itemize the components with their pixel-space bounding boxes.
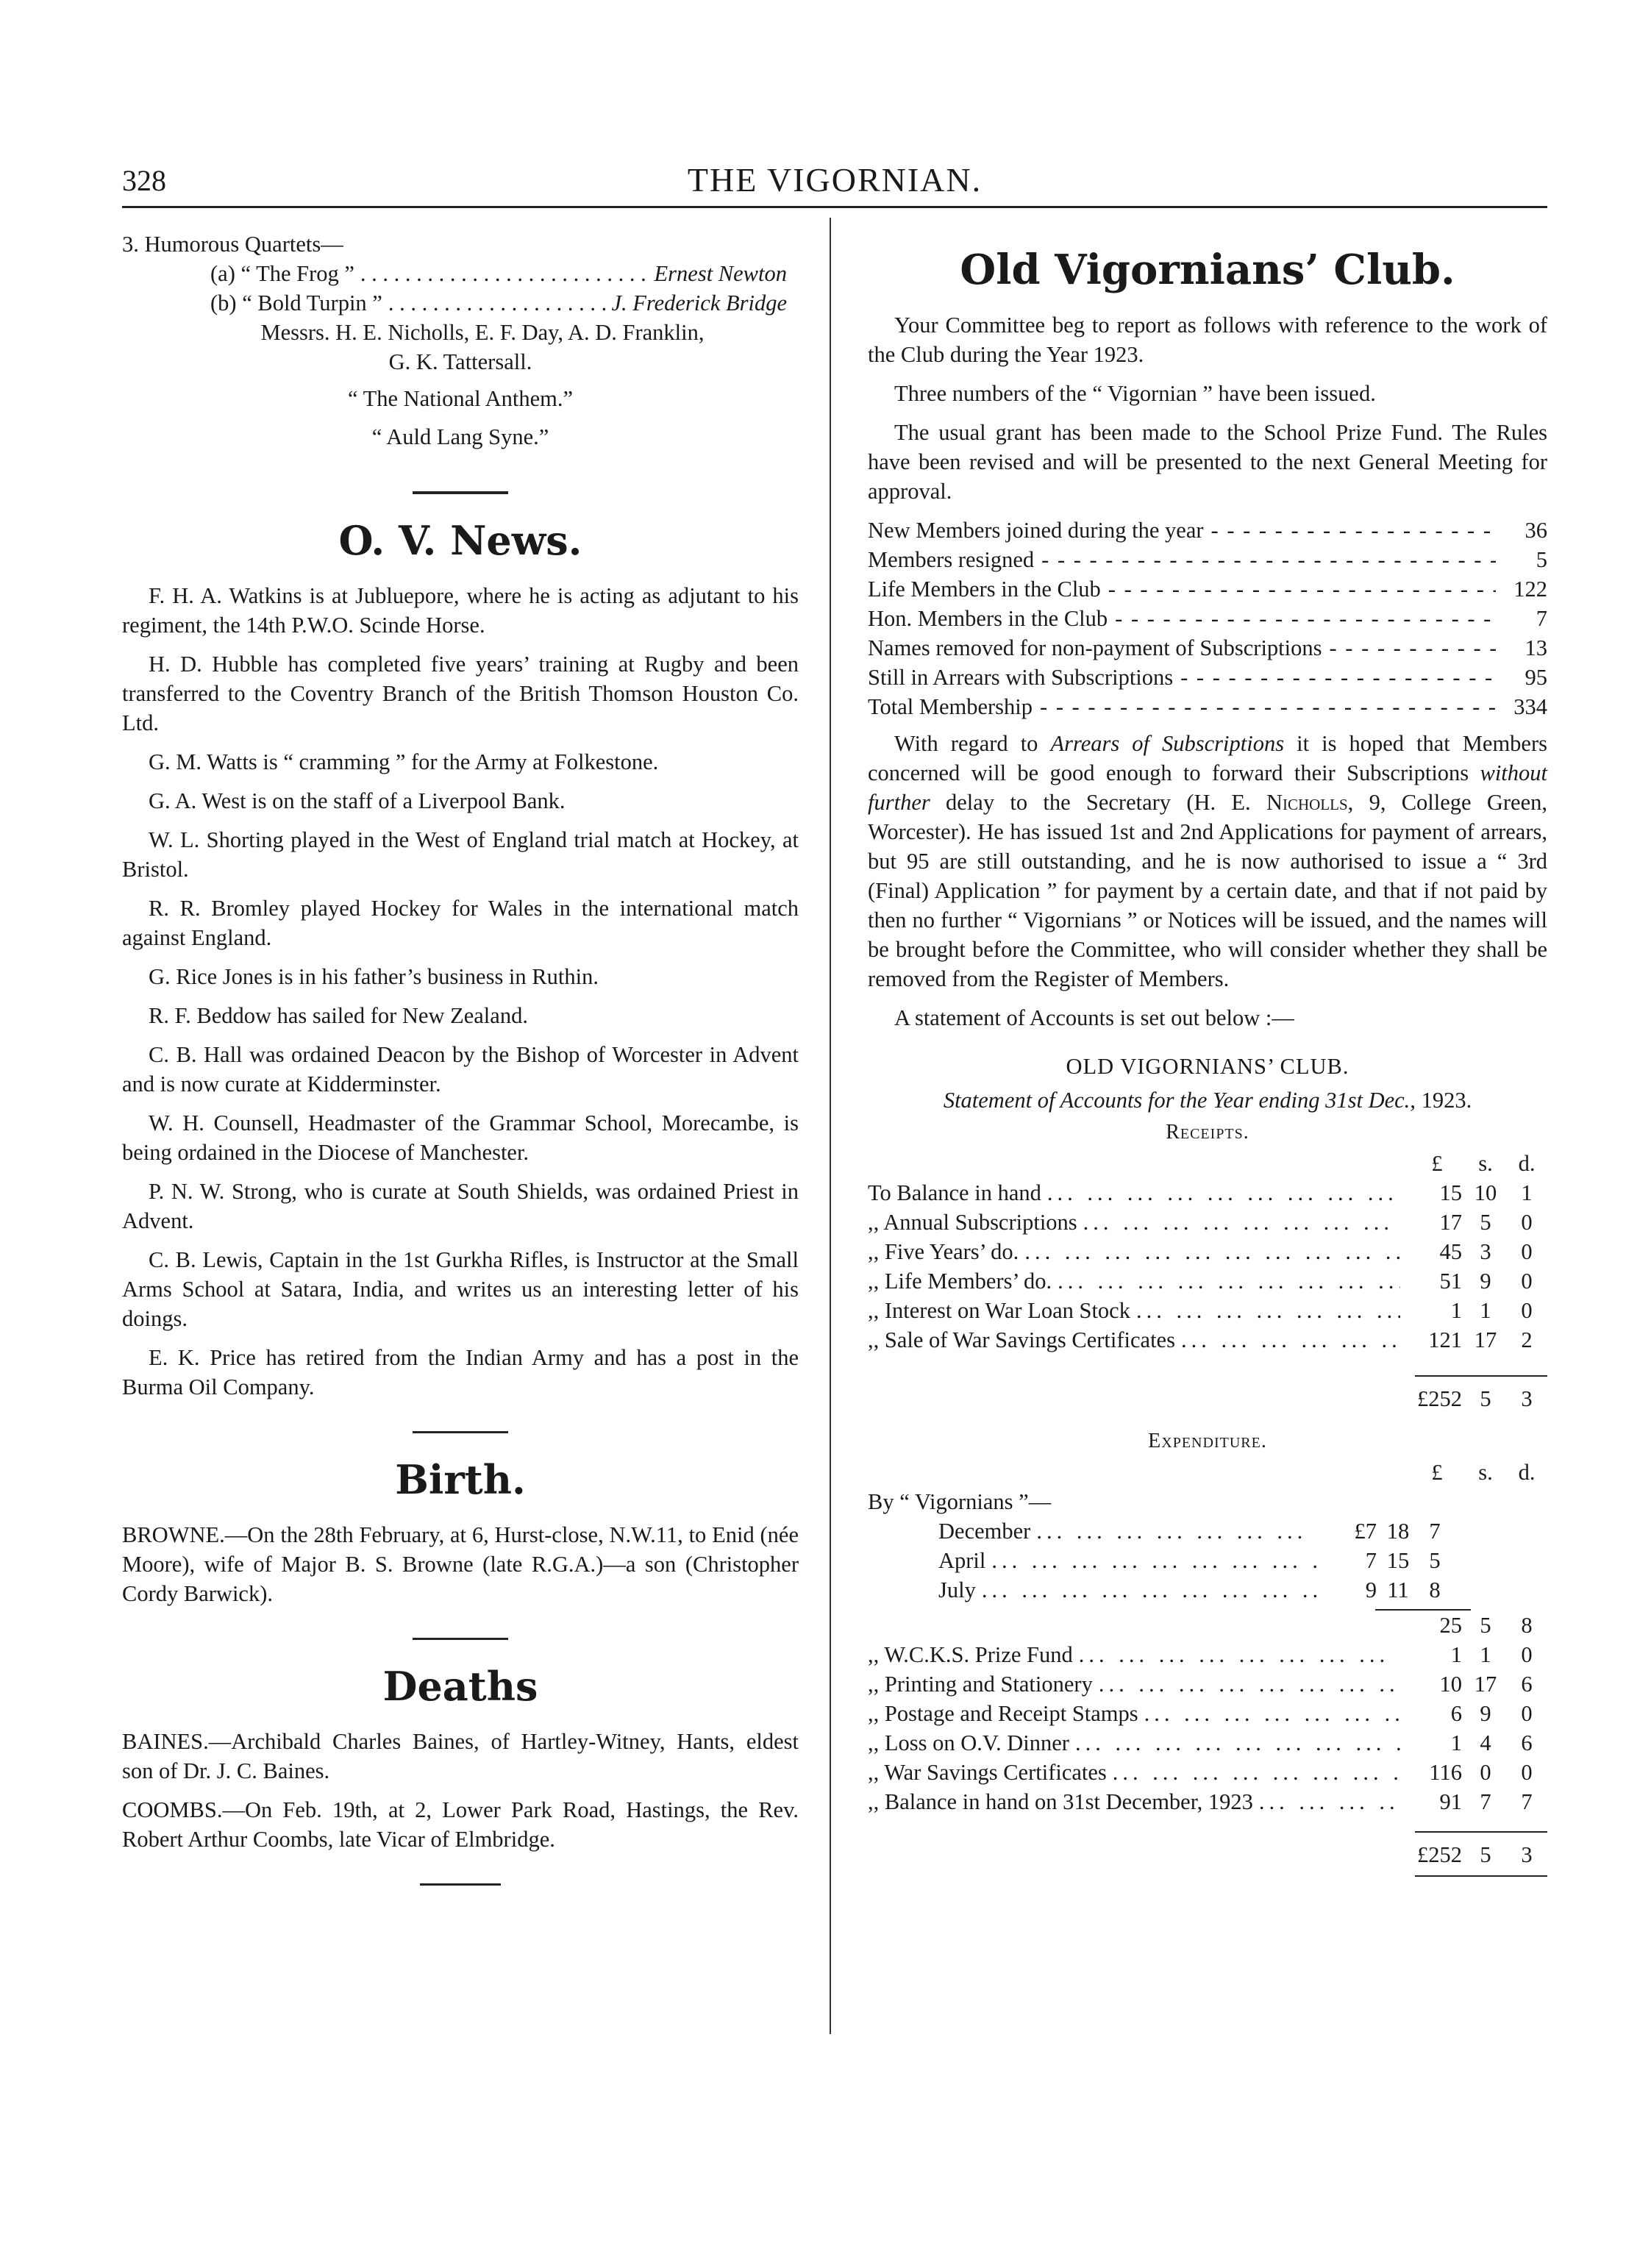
news-item: W. L. Shorting played in the West of England trial match at Hockey, at Bristol.	[122, 827, 799, 882]
expenditure-row: ,, Printing and Stationery ... . 10 17 6	[868, 1669, 1547, 1699]
programme-song	[122, 259, 799, 288]
stat-value: 13	[1525, 635, 1547, 660]
section-divider	[420, 1883, 501, 1886]
expenditure-row: ,, Postage and Receipt Stamps ... . 6 9 0	[868, 1699, 1547, 1728]
expenditure-table	[868, 1487, 1547, 1816]
receipt-row: ,, Life Members’ do. ... . 51 9 0	[868, 1266, 1547, 1296]
stat-label: New Members joined during the year	[868, 518, 1204, 543]
news-item: P. N. W. Strong, who is curate at South Shields, was ordained Priest in Advent.	[122, 1179, 799, 1233]
expenditure-row: ,, Balance in hand on 31st December, 1923 ... . 91 7 7	[868, 1787, 1547, 1816]
right-column	[868, 229, 1547, 1884]
currency-header: £ s. d.	[1431, 1151, 1536, 1176]
stat-value: 36	[1525, 518, 1547, 543]
total-rule	[1415, 1875, 1547, 1877]
expenditure-row: ,, W.C.K.S. Prize Fund ... . 1 1 0	[868, 1640, 1547, 1669]
news-item: G. A. West is on the staff of a Liverpool Bank.	[149, 788, 566, 813]
dash-leader	[1330, 633, 1497, 663]
song-label: (b) “ Bold Turpin ”	[210, 290, 382, 315]
dash-leader	[1108, 574, 1496, 604]
news-item: R. F. Beddow has sailed for New Zealand.	[149, 1003, 528, 1028]
dash-leader	[1180, 663, 1496, 692]
vigornians-row: December ... . £7 18 7	[868, 1516, 1453, 1546]
receipts-table	[868, 1178, 1547, 1355]
stat-value: 334	[1513, 694, 1547, 719]
news-item: C. B. Hall was ordained Deacon by the Bishop of Worcester in Advent and is now curate at Kidderminster.	[122, 1042, 799, 1096]
dash-leader	[1211, 516, 1496, 545]
anthem: “ The National Anthem.”	[347, 386, 574, 411]
dash-leader	[1041, 545, 1496, 574]
song-composer: Ernest Newton	[654, 261, 787, 286]
left-column	[122, 229, 799, 1908]
vigornians-row: July ... . 9 11 8	[868, 1575, 1453, 1605]
club-heading: Old Vigornians’ Club.	[960, 246, 1455, 294]
membership-stats	[868, 516, 1547, 721]
song-label: (a) “ The Frog ”	[210, 261, 354, 286]
death-notice: BAINES.—Archibald Charles Baines, of Hartley-Witney, Hants, eldest son of Dr. J. C. Baines.	[122, 1729, 799, 1783]
receipt-row: ,, Five Years’ do. ... . 45 3 0	[868, 1237, 1547, 1266]
expenditure-row: ,, War Savings Certificates ... . 116 0 0	[868, 1758, 1547, 1787]
song-composer: J. Frederick Bridge	[611, 290, 787, 315]
news-item: E. K. Price has retired from the Indian Army and has a post in the Burma Oil Company.	[122, 1345, 799, 1399]
deaths-heading: Deaths	[382, 1663, 538, 1710]
club-paragraph: Three numbers of the “ Vigornian ” have been issued.	[894, 381, 1376, 406]
receipt-row: ,, Sale of War Savings Certificates ... . 121 17 2	[868, 1325, 1547, 1355]
stat-row	[868, 663, 1547, 692]
running-title: THE VIGORNIAN.	[687, 161, 983, 199]
header-rule	[122, 206, 1547, 208]
programme	[122, 229, 799, 452]
stat-row	[868, 545, 1547, 574]
page-number: 328	[122, 164, 166, 197]
club-intro: Your Committee beg to report as follows with reference to the work of the Club during the Year 1923.	[868, 313, 1547, 367]
page-header	[122, 163, 1547, 204]
news-item: F. H. A. Watkins is at Jubluepore, where he is acting as adjutant to his regiment, the 14th P.W.O. Scinde Horse.	[122, 583, 799, 638]
programme-item: 3. Humorous Quartets—	[122, 232, 343, 257]
expenditure-row: ,, Loss on O.V. Dinner ... . 1 4 6	[868, 1728, 1547, 1758]
vigornians-label: By “ Vigornians ”—	[868, 1489, 1052, 1514]
section-divider	[413, 491, 508, 494]
death-notice: COOMBS.—On Feb. 19th, at 2, Lower Park Road, Hastings, the Rev. Robert Arthur Coombs, late Vicar of Elmbridge.	[122, 1797, 799, 1852]
dash-leader	[1115, 604, 1496, 633]
receipts-heading: Receipts.	[1166, 1121, 1249, 1144]
stat-label: Names removed for non-payment of Subscriptions	[868, 635, 1322, 660]
expenditure-heading: Expenditure.	[1148, 1430, 1267, 1452]
stat-label: Still in Arrears with Subscriptions	[868, 665, 1174, 690]
stat-label: Hon. Members in the Club	[868, 606, 1108, 631]
expenditure-total: £252 5 3	[1417, 1842, 1533, 1867]
ov-news-heading: O. V. News.	[338, 517, 582, 564]
news-item: W. H. Counsell, Headmaster of the Grammar School, Morecambe, is being ordained in the Diocese of Manchester.	[122, 1110, 799, 1165]
news-item: G. M. Watts is “ cramming ” for the Army at Folkestone.	[149, 749, 659, 774]
receipt-row: ,, Interest on War Loan Stock ... . 1 1 0	[868, 1296, 1547, 1325]
performers-line-1: Messrs. H. E. Nicholls, E. F. Day, A. D. Franklin,	[260, 320, 705, 345]
column-divider	[830, 218, 831, 2034]
performers-line-2: G. K. Tattersall.	[388, 349, 532, 374]
dash-leader	[1040, 692, 1496, 721]
stat-value: 122	[1513, 577, 1547, 602]
vigornians-row: April ... . 7 15 5	[868, 1546, 1453, 1575]
news-item: H. D. Hubble has completed five years’ training at Rugby and been transferred to the Coventry Branch of the British Thomson Houston Co. Ltd.	[122, 652, 799, 735]
programme-song	[122, 288, 799, 318]
section-divider	[413, 1638, 508, 1640]
stat-row	[868, 574, 1547, 604]
news-item: C. B. Lewis, Captain in the 1st Gurkha Rifles, is Instructor at the Small Arms School at Satara, India, and writes us an interesting letter of his doings.	[122, 1247, 799, 1331]
stat-label: Life Members in the Club	[868, 577, 1101, 602]
stat-value: 95	[1525, 665, 1547, 690]
currency-header: £ s. d.	[1431, 1460, 1536, 1485]
dot-leader	[360, 259, 649, 288]
club-paragraph: The usual grant has been made to the School Prize Fund. The Rules have been revised and will be presented to the next General Meeting for approval.	[868, 420, 1547, 504]
closing-song: “ Auld Lang Syne.”	[371, 424, 549, 449]
birth-notice: BROWNE.—On the 28th February, at 6, Hurst-close, N.W.11, to Enid (née Moore), wife of Major B. S. Browne (late R.G.A.)—a son (Christopher Cordy Barwick).	[122, 1522, 799, 1606]
stat-label: Total Membership	[868, 694, 1033, 719]
stat-label: Members resigned	[868, 547, 1035, 572]
total-rule	[1415, 1375, 1547, 1377]
stat-value: 5	[1536, 547, 1547, 572]
receipts-total: £252 5 3	[1417, 1386, 1533, 1411]
statement-intro: A statement of Accounts is set out below :—	[894, 1005, 1294, 1030]
stat-row	[868, 692, 1547, 721]
section-divider	[413, 1431, 508, 1433]
vigornians-subtotal: 25 5 8	[1439, 1613, 1533, 1638]
accounts-subtitle: Statement of Accounts for the Year ending 31st Dec., 1923.	[943, 1088, 1472, 1113]
dot-leader	[388, 288, 606, 318]
stat-row	[868, 604, 1547, 633]
total-rule	[1415, 1831, 1547, 1833]
news-item: G. Rice Jones is in his father’s business in Ruthin.	[149, 964, 599, 989]
accounts-title: OLD VIGORNIANS’ CLUB.	[1066, 1054, 1349, 1079]
receipt-row: To Balance in hand ... . 15 10 1	[868, 1178, 1547, 1208]
receipt-row: ,, Annual Subscriptions ... . 17 5 0	[868, 1208, 1547, 1237]
stat-row	[868, 633, 1547, 663]
birth-heading: Birth.	[395, 1456, 526, 1503]
arrears-paragraph: With regard to Arrears of Subscriptions it is hoped that Members concerned will be good enough to forward their Subscriptions without further delay to the Secretary (H. E. Nicholls, 9, College Green, Worcester). He has issued 1st and 2nd Applications for payment of arrears, but 95 are still outstanding, and he is now authorised to issue a “ 3rd (Final) Application ” for payment by a certain date, and that if not paid by then no further “ Vigornians ” or Notices will be issued, and the names will be brought before the Committee, who will consider whether they shall be removed from the Register of Members.	[868, 731, 1547, 991]
stat-row	[868, 516, 1547, 545]
stat-value: 7	[1536, 606, 1547, 631]
news-item: R. R. Bromley played Hockey for Wales in the international match against England.	[122, 896, 799, 950]
